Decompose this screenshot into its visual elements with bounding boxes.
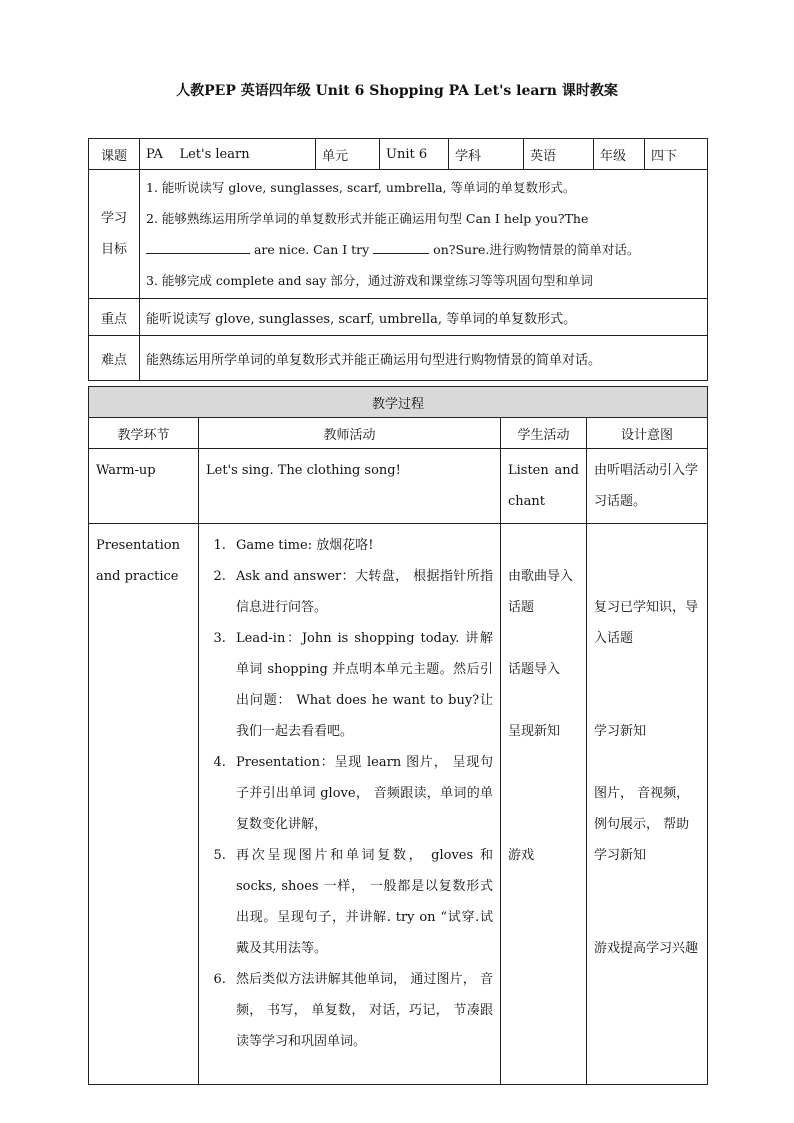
- student-activity-1: 由歌曲导入话题: [508, 569, 574, 615]
- presentation-student: [501, 524, 587, 1085]
- subject-label: 学科: [449, 139, 524, 170]
- header-stage: 教学环节: [89, 418, 199, 449]
- presentation-row: [89, 524, 708, 1085]
- key-point-label: 重点: [89, 299, 140, 336]
- warmup-purpose: 由听唱活动引入学习话题。: [587, 449, 708, 524]
- header-teacher: 教师活动: [199, 418, 501, 449]
- purpose-1: 复习已学知识，导入话题: [594, 600, 699, 646]
- goals-label-line1: 学习: [100, 211, 127, 226]
- goals-label-line2: 目标: [100, 242, 127, 257]
- warmup-row: [89, 449, 708, 524]
- process-header-row: [89, 418, 708, 449]
- teacher-item-6: 6. 然后类似方法讲解其他单词， 通过图片， 音频， 书写， 单复数， 对话，巧记， 节凑跟读等学习和巩固单词。: [230, 964, 493, 1057]
- goal-2: 2. 能够熟练运用所学单词的单复数形式并能正确运用句型 Can I help you?The: [146, 211, 589, 226]
- process-band-row: [89, 387, 708, 418]
- warmup-teacher: Let's sing. The clothing song!: [199, 449, 501, 524]
- purpose-2: 学习新知: [594, 724, 647, 739]
- student-activity-3: 呈现新知: [508, 724, 561, 739]
- grade-value: 四下: [645, 139, 708, 170]
- goals-row: [89, 170, 708, 299]
- header-student: 学生活动: [501, 418, 587, 449]
- difficulty-text: 能熟练运用所学单词的单复数形式并能正确运用句型进行购物情景的简单对话。: [140, 336, 708, 381]
- process-band: 教学过程: [89, 387, 708, 418]
- process-table: [88, 386, 708, 1085]
- goal-2-cont-a: are nice. Can I try: [253, 242, 370, 257]
- difficulty-label: 难点: [89, 336, 140, 381]
- blank-2: [373, 241, 429, 254]
- difficulty-row: [89, 336, 708, 381]
- document-title: 人教PEP 英语四年级 Unit 6 Shopping PA Let's learn 课时教案: [176, 83, 618, 99]
- subject-value: 英语: [524, 139, 594, 170]
- teacher-item-2: 2. Ask and answer：大转盘， 根据指针所指信息进行问答。: [230, 561, 493, 623]
- presentation-stage: Presentation and practice: [89, 524, 199, 1085]
- teacher-item-3: 3. Lead-in：John is shopping today. 讲解单词 shopping 并点明本单元主题。然后引出问题： What does he want to buy?让我们一起去看看吧。: [230, 623, 493, 747]
- teacher-item-5: 5. 再次呈现图片和单词复数， gloves 和 socks, shoes 一样， 一般都是以复数形式出现。呈现句子，并讲解. try on “试穿.试戴及其用法等。: [230, 840, 493, 964]
- teacher-item-1: 1. Game time: 放烟花咯!: [230, 530, 493, 561]
- warmup-stage: Warm-up: [89, 449, 199, 524]
- goals-label: [89, 170, 140, 299]
- key-point-text: 能听说读写 glove, sunglasses, scarf, umbrella, 等单词的单复数形式。: [140, 299, 708, 336]
- info-row: [89, 139, 708, 170]
- goals-content: [140, 170, 708, 299]
- grade-label: 年级: [594, 139, 645, 170]
- goal-2-cont-b: on?Sure.进行购物情景的简单对话。: [433, 242, 640, 257]
- header-purpose: 设计意图: [587, 418, 708, 449]
- teacher-item-4: 4. Presentation：呈现 learn 图片， 呈现句子并引出单词 glove， 音频跟读，单词的单复数变化讲解，: [230, 747, 493, 840]
- presentation-purpose: [587, 524, 708, 1085]
- student-activity-2: 话题导入: [508, 662, 561, 677]
- blank-1: [146, 241, 250, 254]
- goal-2-cont: [146, 234, 701, 265]
- purpose-3: 图片， 音视频，例句展示， 帮助学习新知: [594, 786, 690, 863]
- goal-3: 3. 能够完成 complete and say 部分，通过游戏和课堂练习等等巩固句型和单词: [146, 273, 593, 288]
- unit-label: 单元: [316, 139, 380, 170]
- presentation-teacher: [199, 524, 501, 1085]
- key-point-row: [89, 299, 708, 336]
- unit-value: Unit 6: [380, 139, 449, 170]
- lesson-label: 课题: [89, 139, 140, 170]
- teacher-activity-list: [206, 530, 493, 1057]
- lesson-value: PA Let's learn: [140, 139, 316, 170]
- warmup-student: Listen and chant: [501, 449, 587, 524]
- student-activity-4: 游戏: [508, 848, 535, 863]
- goal-1: 1. 能听说读写 glove, sunglasses, scarf, umbrella, 等单词的单复数形式。: [146, 180, 576, 195]
- purpose-4: 游戏提高学习兴趣: [594, 941, 699, 956]
- lesson-info-table: [88, 138, 708, 381]
